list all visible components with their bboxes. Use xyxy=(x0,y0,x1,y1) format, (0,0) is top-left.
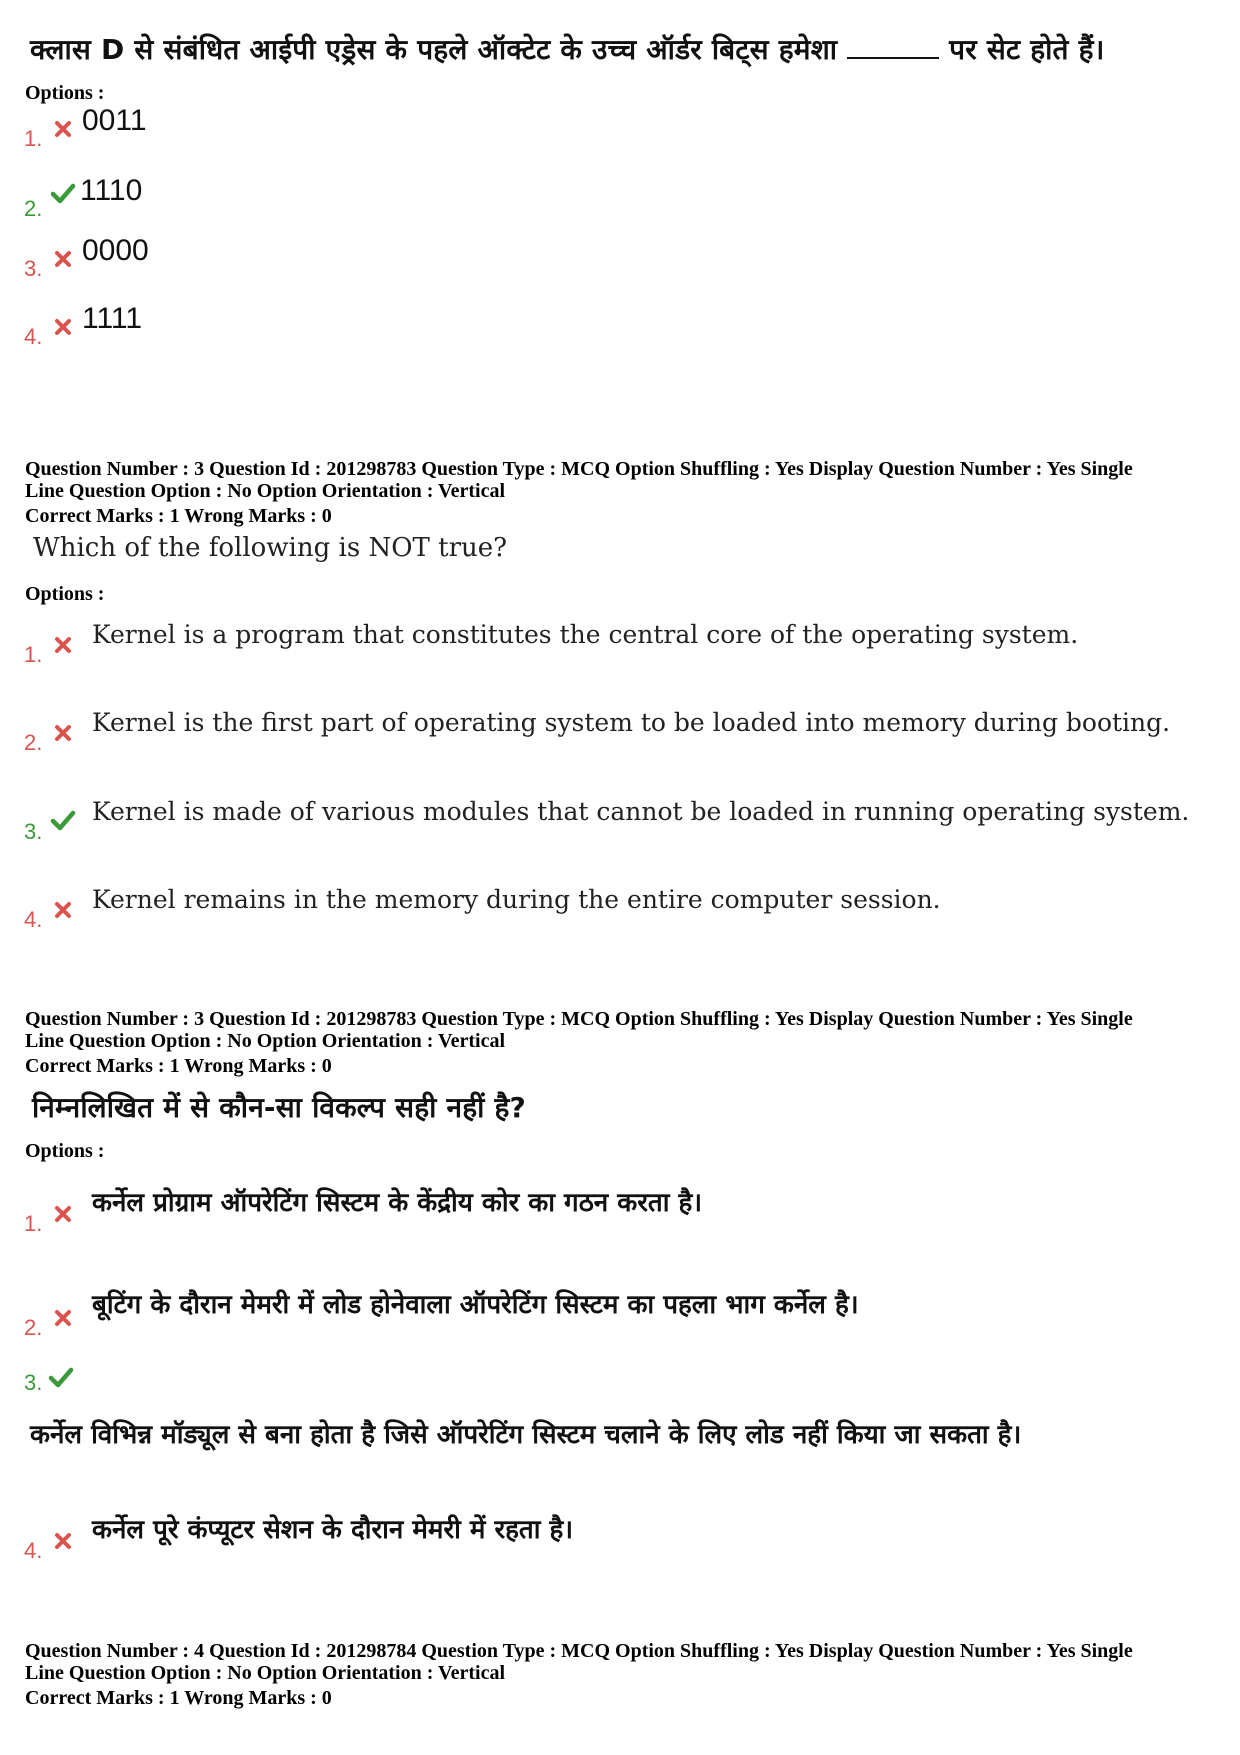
option-number: 4. xyxy=(24,324,43,349)
option-text: Kernel remains in the memory during the entire computer session. xyxy=(92,885,941,914)
option-text: 0000 xyxy=(82,234,149,267)
option-text: कर्नेल पूरे कंप्यूटर सेशन के दौरान मेमरी में रहता है। xyxy=(92,1515,574,1545)
option-text: 0011 xyxy=(82,104,147,137)
q3-hi-meta-line2: Line Question Option : No Option Orientation : Vertical xyxy=(25,1030,506,1052)
q3-en-meta xyxy=(25,458,1133,502)
q3-hi-meta-line1: Question Number : 3 Question Id : 201298783 Question Type : MCQ Option Shuffling : Yes Display Question Number : Yes Single xyxy=(25,1008,1133,1030)
q3-en-meta-line1: Question Number : 3 Question Id : 201298783 Question Type : MCQ Option Shuffling : Yes Display Question Number : Yes Single xyxy=(25,458,1133,480)
option-number: 2. xyxy=(24,730,43,755)
option-text: 1111 xyxy=(82,302,143,335)
q3-hi-question: निम्नलिखित में से कौन-सा विकल्प सही नहीं है? xyxy=(32,1091,526,1124)
option-text: Kernel is the first part of operating system to be loaded into memory during booting. xyxy=(92,708,1171,737)
q3-hi-marks: Correct Marks : 1 Wrong Marks : 0 xyxy=(25,1055,332,1077)
option-text: Kernel is made of various modules that cannot be loaded in running operating system. xyxy=(92,797,1190,826)
option-text: कर्नेल प्रोग्राम ऑपरेटिंग सिस्टम के केंद्रीय कोर का गठन करता है। xyxy=(92,1188,703,1218)
q3-en-question: Which of the following is NOT true? xyxy=(33,533,508,563)
q2-options-label: Options : xyxy=(25,82,105,104)
option-text: कर्नेल विभिन्न मॉड्यूल से बना होता है जिसे ऑपरेटिंग सिस्टम चलाने के लिए लोड नहीं किया जा सकता है। xyxy=(30,1420,1022,1450)
q4-meta-line2: Line Question Option : No Option Orientation : Vertical xyxy=(25,1662,506,1684)
cross-icon xyxy=(54,636,72,654)
cross-icon xyxy=(54,724,72,742)
check-icon xyxy=(48,1366,74,1388)
option-number: 1. xyxy=(24,1211,43,1236)
q2-hi-question-after: पर सेट होते हैं। xyxy=(949,33,1105,66)
cross-icon xyxy=(54,1205,72,1223)
option-number: 3. xyxy=(24,256,43,281)
cross-icon xyxy=(54,250,72,268)
option-number: 1. xyxy=(24,126,43,151)
option-number: 1. xyxy=(24,642,43,667)
q4-marks: Correct Marks : 1 Wrong Marks : 0 xyxy=(25,1687,332,1709)
q3-en-meta-line2: Line Question Option : No Option Orientation : Vertical xyxy=(25,480,506,502)
option-number: 2. xyxy=(24,196,43,221)
option-text: बूटिंग के दौरान मेमरी में लोड होनेवाला ऑपरेटिंग सिस्टम का पहला भाग कर्नेल है। xyxy=(92,1290,859,1320)
q3-hi-meta xyxy=(25,1008,1133,1052)
q3-en-options-label: Options : xyxy=(25,583,105,605)
option-text: 1110 xyxy=(80,174,143,207)
option-text: Kernel is a program that constitutes the central core of the operating system. xyxy=(92,620,1079,649)
cross-icon xyxy=(54,901,72,919)
q4-meta xyxy=(25,1640,1133,1684)
option-number: 3. xyxy=(24,1370,43,1395)
q2-hi-question-before: क्लास D से संबंधित आईपी एड्रेस के पहले ऑक्टेट के उच्च ऑर्डर बिट्स हमेशा xyxy=(30,33,838,66)
cross-icon xyxy=(54,1309,72,1327)
check-icon xyxy=(50,182,76,204)
q3-en-marks: Correct Marks : 1 Wrong Marks : 0 xyxy=(25,505,332,527)
option-number: 4. xyxy=(24,1538,43,1563)
cross-icon xyxy=(54,318,72,336)
q2-hi-question xyxy=(30,30,1105,68)
cross-icon xyxy=(54,1532,72,1550)
option-number: 3. xyxy=(24,819,43,844)
answer-blank xyxy=(847,31,939,59)
q3-hi-options-label: Options : xyxy=(25,1140,105,1162)
check-icon xyxy=(50,809,76,831)
q4-meta-line1: Question Number : 4 Question Id : 201298784 Question Type : MCQ Option Shuffling : Yes Display Question Number : Yes Single xyxy=(25,1640,1133,1662)
option-number: 2. xyxy=(24,1315,43,1340)
cross-icon xyxy=(54,120,72,138)
option-number: 4. xyxy=(24,907,43,932)
